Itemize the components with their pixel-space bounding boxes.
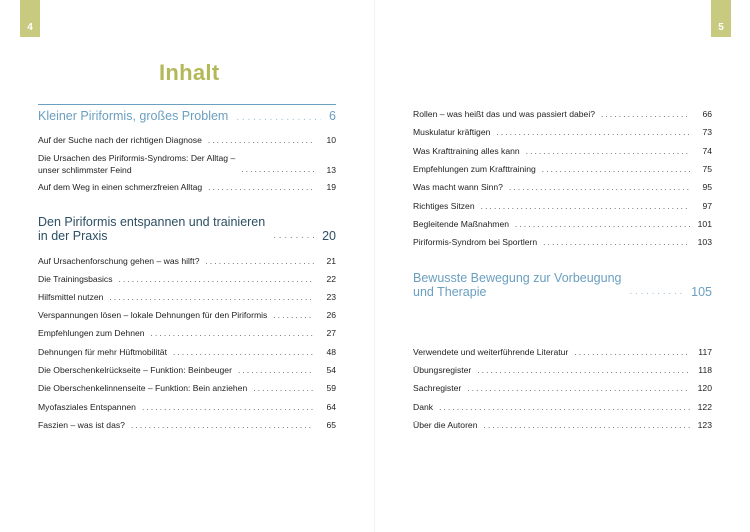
toc-entry-title: Auf dem Weg in einen schmerzfreien Alltag [38, 182, 203, 192]
toc-entry-title: Rollen – was heißt das und was passiert dabei? [413, 109, 596, 119]
chapter-page: 6 [329, 109, 336, 123]
toc-entry-page: 118 [698, 365, 712, 375]
chapter-title: Kleiner Piriformis, großes Problem [38, 109, 229, 123]
leader-dots [543, 237, 690, 249]
toc-entry-page: 95 [702, 182, 712, 192]
toc-entry[interactable] [413, 181, 712, 194]
toc-entry-page: 27 [326, 328, 336, 338]
toc-entry-page: 65 [326, 420, 336, 430]
toc-entry-page: 123 [697, 420, 712, 430]
toc-entry-page: 120 [697, 383, 712, 393]
toc-entry-title: Auf der Suche nach der richtigen Diagnose [38, 135, 202, 145]
toc-entry[interactable] [413, 108, 712, 121]
toc-entry-title: Hilfsmittel nutzen [38, 292, 104, 302]
leader-dots [526, 146, 690, 158]
leader-dots [208, 182, 314, 194]
leader-dots [173, 347, 314, 359]
leader-dots [119, 274, 314, 286]
leader-dots [142, 402, 314, 414]
page-number-right: 5 [711, 0, 731, 37]
toc-entry[interactable] [413, 218, 712, 231]
chapter-page: 105 [691, 285, 712, 299]
toc-entry-page: 54 [326, 365, 336, 375]
toc-entry[interactable] [413, 163, 712, 176]
toc-entry-title: Die Trainingsbasics [38, 274, 113, 284]
toc-entry[interactable] [38, 364, 336, 377]
toc-entry-title [38, 152, 235, 176]
toc-entry[interactable] [413, 364, 712, 377]
toc-entry[interactable] [413, 236, 712, 249]
toc-entry[interactable] [413, 382, 712, 395]
toc-entry-page: 59 [326, 383, 336, 393]
toc-entry-title: Faszien – was ist das? [38, 420, 125, 430]
toc-entry-title: Auf Ursachenforschung gehen – was hilft? [38, 256, 200, 266]
toc-entry-title: Empfehlungen zum Krafttraining [413, 164, 536, 174]
toc-entry-title: Die Oberschenkelinnenseite – Funktion: Bein anziehen [38, 383, 248, 393]
leader-dots [542, 164, 690, 176]
chapter-title-line1: Den Piriformis entspannen und trainieren [38, 215, 266, 229]
toc-entry-title: Sachregister [413, 383, 462, 393]
toc-entry-page: 10 [326, 135, 336, 145]
toc-entry-page: 26 [326, 310, 336, 320]
toc-entry[interactable] [38, 181, 336, 194]
leader-dots [481, 201, 690, 213]
toc-entry-page: 64 [326, 402, 336, 412]
toc-entry-page: 75 [702, 164, 712, 174]
leader-dots [131, 420, 314, 432]
toc-entry-page: 101 [697, 219, 712, 229]
toc-entry[interactable] [413, 145, 712, 158]
toc-entry[interactable] [38, 346, 336, 359]
leader-dots [477, 365, 690, 377]
toc-entry-title: Empfehlungen zum Dehnen [38, 328, 145, 338]
leader-dots [109, 292, 314, 304]
leader-dots [241, 164, 314, 176]
toc-entry-title: Muskulatur kräftigen [413, 127, 491, 137]
toc-entry[interactable] [38, 327, 336, 340]
chapter-heading[interactable] [38, 109, 336, 125]
leader-dots [515, 219, 690, 231]
toc-entry[interactable] [38, 152, 336, 176]
chapter-title [413, 271, 621, 299]
toc-entry-page: 97 [702, 201, 712, 211]
toc-entry[interactable] [38, 273, 336, 286]
toc-entry-page: 22 [326, 274, 336, 284]
leader-dots [439, 402, 690, 414]
leader-dots [467, 383, 690, 395]
toc-entry-title-line1: Die Ursachen des Piriformis-Syndroms: Der Alltag – [38, 153, 236, 163]
toc-entry-page: 66 [702, 109, 712, 119]
toc-entry-title: Über die Autoren [413, 420, 478, 430]
toc-entry-page: 19 [326, 182, 336, 192]
leader-dots [509, 182, 690, 194]
toc-entry-page: 23 [326, 292, 336, 302]
leader-dots [629, 285, 683, 299]
chapter-title-line1: Bewusste Bewegung zur Vorbeugung [413, 271, 622, 285]
toc-entry[interactable] [38, 309, 336, 322]
chapter-heading[interactable] [413, 271, 712, 299]
toc-entry-title: Übungsregister [413, 365, 472, 375]
toc-entry-title: Die Oberschenkelrückseite – Funktion: Beinbeuger [38, 365, 232, 375]
page-title: Inhalt [159, 60, 220, 85]
leader-dots [273, 310, 314, 322]
chapter-heading[interactable] [38, 215, 336, 243]
toc-entry-title: Myofasziales Entspannen [38, 402, 136, 412]
chapter-title-line2: und Therapie [413, 285, 487, 299]
toc-entry[interactable] [413, 346, 712, 359]
toc-entry[interactable] [413, 200, 712, 213]
chapter-title [38, 215, 265, 243]
toc-entry[interactable] [38, 291, 336, 304]
toc-entry-title: Piriformis-Syndrom bei Sportlern [413, 237, 538, 247]
leader-dots [151, 328, 314, 340]
toc-entry-page: 74 [702, 146, 712, 156]
chapter-title-line2: in der Praxis [38, 229, 108, 243]
toc-entry-title: Verwendete und weiterführende Literatur [413, 347, 569, 357]
leader-dots [574, 347, 690, 359]
toc-entry[interactable] [38, 419, 336, 432]
chapter-page: 20 [322, 229, 336, 243]
toc-entry-page: 21 [326, 256, 336, 266]
toc-entry-page: 117 [698, 347, 712, 357]
toc-entry-title: Begleitende Maßnahmen [413, 219, 510, 229]
toc-entry[interactable] [38, 255, 336, 268]
toc-entry-title-line2: unser schlimmster Feind [38, 165, 132, 175]
toc-entry[interactable] [38, 134, 336, 147]
leader-dots [273, 229, 314, 243]
leader-dots [236, 111, 321, 125]
page-gutter [374, 0, 375, 532]
toc-entry-page: 103 [697, 237, 712, 247]
leader-dots [496, 127, 690, 139]
toc-entry[interactable] [413, 401, 712, 414]
toc-entry-title: Verspannungen lösen – lokale Dehnungen für den Piriformis [38, 310, 268, 320]
toc-entry-title: Was Krafttraining alles kann [413, 146, 520, 156]
toc-entry-page: 73 [702, 127, 712, 137]
toc-entry-title: Was macht wann Sinn? [413, 182, 503, 192]
toc-entry-title: Richtiges Sitzen [413, 201, 475, 211]
toc-entry[interactable] [413, 126, 712, 139]
toc-entry-title: Dank [413, 402, 434, 412]
toc-entry-page: 122 [697, 402, 712, 412]
toc-entry[interactable] [413, 419, 712, 432]
leader-dots [253, 383, 314, 395]
page-number-left: 4 [20, 0, 40, 37]
leader-dots [208, 135, 314, 147]
toc-entry[interactable] [38, 401, 336, 414]
toc-entry[interactable] [38, 382, 336, 395]
leader-dots [205, 256, 314, 268]
toc-entry-page: 48 [326, 347, 336, 357]
leader-dots [238, 365, 314, 377]
leader-dots [484, 420, 691, 432]
toc-entry-title: Dehnungen für mehr Hüftmobilität [38, 347, 167, 357]
leader-dots [601, 109, 690, 121]
toc-entry-page: 13 [326, 165, 336, 175]
chapter-rule [38, 104, 336, 105]
